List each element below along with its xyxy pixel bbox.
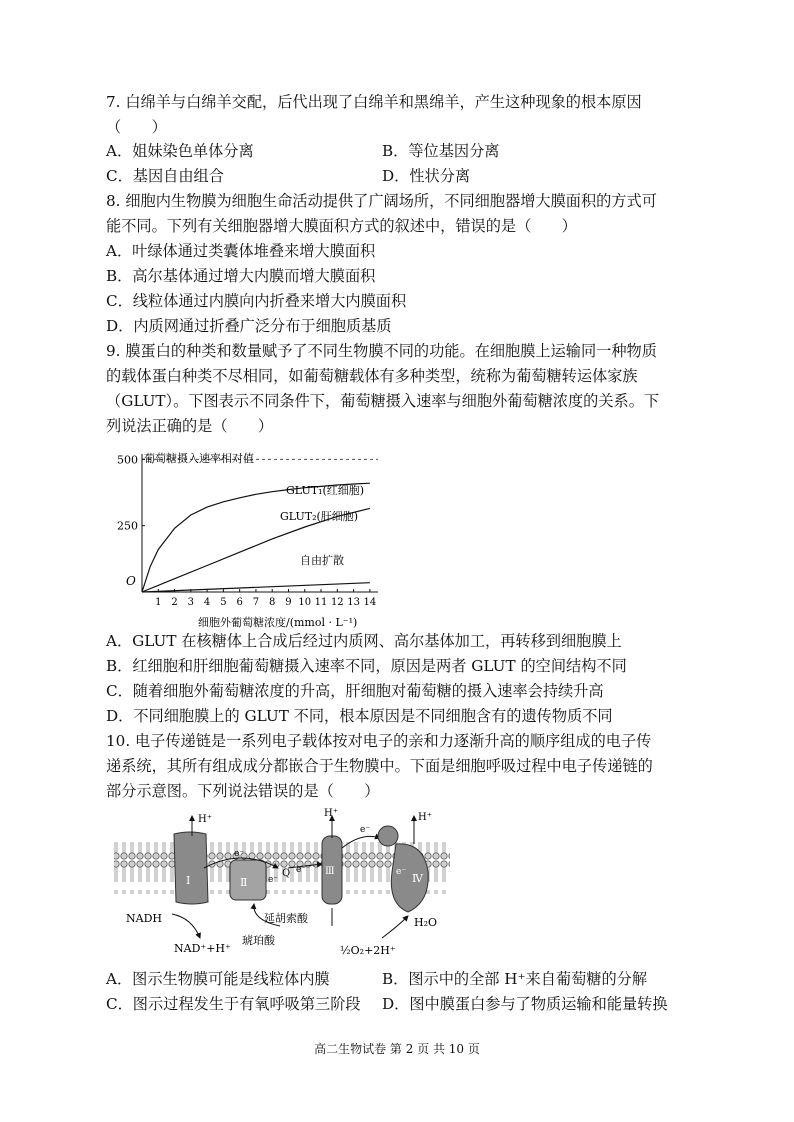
x-tick-label: 9 [285,597,292,608]
h-plus-label-3: H⁺ [324,808,338,819]
q7-option-c: C．基因自由组合 [106,167,224,185]
chart-y-label: 葡萄糖摄入速率相对值 [144,452,254,465]
x-tick-label: 14 [363,597,377,608]
oxygen-label: ½O₂+2H⁺ [340,944,396,957]
q8-option-c: C．线粒体通过内膜向内折叠来增大内膜面积 [106,292,407,310]
q9-stem-line3: （GLUT）。下图表示不同条件下，葡萄糖摄入速率与细胞外葡萄糖浓度的关系。下 [106,392,660,410]
x-tick-label: 8 [269,597,276,608]
h-plus-label-4: H⁺ [418,812,432,823]
q9-option-d: D．不同细胞膜上的 GLUT 不同，根本原因是不同细胞含有的遗传物质不同 [106,707,613,725]
q10-stem-line2: 递系统，其所有组成成分都嵌合于生物膜中。下面是细胞呼吸过程中电子传递链的 [106,757,653,775]
q10-stem: 10. 电子传递链是一系列电子载体按对电子的亲和力逐渐升高的顺序组成的电子传 [106,732,652,750]
x-tick-label: 11 [314,597,328,608]
q10-option-a: A．图示生物膜可能是线粒体内膜 [106,970,330,988]
x-tick-label: 12 [330,597,344,608]
x-tick-label: 7 [252,597,260,608]
complex-3-label: Ⅲ [325,866,335,877]
x-tick-label: 4 [203,597,211,608]
q8-option-d: D．内质网通过折叠广泛分布于细胞质基质 [106,317,392,335]
x-tick-label: 13 [347,597,360,608]
x-tick-label: 5 [220,597,227,608]
q-label: Q [282,868,291,879]
h-plus-label-1: H⁺ [198,814,212,825]
complex-1-label: Ⅰ [186,874,191,887]
series-label-2: GLUT₂(肝细胞) [280,510,359,523]
water-label: H₂O [414,916,438,929]
y-tick-label: 500 [117,453,138,467]
e-minus-label-3: e⁻ [296,865,307,875]
q7-option-b: B．等位基因分离 [382,142,500,160]
e-minus-label-4: e⁻ [360,825,371,835]
x-tick-label: 1 [155,597,162,608]
e-minus-label-5: e⁻ [396,867,407,877]
q10-stem-line3: 部分示意图。下列说法错误的是（ ） [106,782,380,800]
chart-origin: O [126,574,136,588]
fumarate-label: 延胡索酸 [264,912,308,925]
complex-4-label: Ⅳ [412,872,423,885]
complex-2 [230,860,266,900]
q7-option-d: D．性状分离 [382,167,471,185]
succinate-label: 琥珀酸 [242,934,275,947]
q7-stem-blank: （ ） [106,118,167,136]
cytochrome-c [378,826,398,846]
series-label-1: GLUT₁(红细胞) [286,484,365,497]
x-tick-label: 10 [298,597,312,608]
q8-option-b: B．高尔基体通过增大内膜而增大膜面积 [106,267,376,285]
q8-option-a: A．叶绿体通过类囊体堆叠来增大膜面积 [106,242,376,260]
q10-option-c: C．图示过程发生于有氧呼吸第三阶段 [106,995,361,1013]
q9-option-b: B．红细胞和肝细胞葡萄糖摄入速率不同，原因是两者 GLUT 的空间结构不同 [106,657,627,675]
q9-stem: 9. 膜蛋白的种类和数量赋予了不同生物膜不同的功能。在细胞膜上运输同一种物质 [106,342,657,360]
complex-1 [174,832,208,904]
nadh-arrow [172,914,200,938]
q8-stem: 8. 细胞内生物膜为细胞生命活动提供了广阔场所，不同细胞器增大膜面积的方式可 [106,192,657,210]
q10-option-b: B．图示中的全部 H⁺来自葡萄糖的分解 [382,970,648,988]
q9-stem-line4: 列说法正确的是（ ） [106,417,274,435]
q10-option-d: D．图中膜蛋白参与了物质运输和能量转换 [382,995,668,1013]
y-tick-label: 250 [117,519,138,533]
glut-chart [110,442,390,629]
series-label-3: 自由扩散 [300,554,344,567]
q9-stem-line2: 的载体蛋白种类不尽相同，如葡萄糖载体有多种类型，统称为葡萄糖转运体家族 [106,367,638,385]
q7-option-a: A．姐妹染色单体分离 [106,142,254,160]
e-minus-label-2: e⁻ [268,875,279,885]
page-footer: 高二生物试卷 第 2 页 共 10 页 [314,1042,480,1056]
x-tick-label: 6 [236,597,243,608]
x-tick-label: 3 [187,597,195,608]
electron-transport-diagram [112,808,452,960]
q9-option-a: A．GLUT 在核糖体上合成后经过内质网、高尔基体加工，再转移到细胞膜上 [106,632,622,650]
chart-x-label: 细胞外葡萄糖浓度/(mmol · L⁻¹) [198,616,358,629]
nadh-label: NADH [126,912,162,925]
x-tick-label: 2 [171,597,178,608]
e-minus-label-1: e⁻ [234,849,245,859]
q7-stem: 7. 白绵羊与白绵羊交配，后代出现了白绵羊和黑绵羊，产生这种现象的根本原因 [106,93,642,111]
q8-stem-line2: 能不同。下列有关细胞器增大膜面积方式的叙述中，错误的是（ ） [106,217,577,235]
series-line-1 [142,483,370,592]
nad-plus-label: NAD⁺+H⁺ [174,942,231,955]
complex-2-label: Ⅱ [240,876,248,889]
oxygen-arrow [382,916,408,938]
q9-option-c: C．随着细胞外葡萄糖浓度的升高，肝细胞对葡萄糖的摄入速率会持续升高 [106,682,604,700]
